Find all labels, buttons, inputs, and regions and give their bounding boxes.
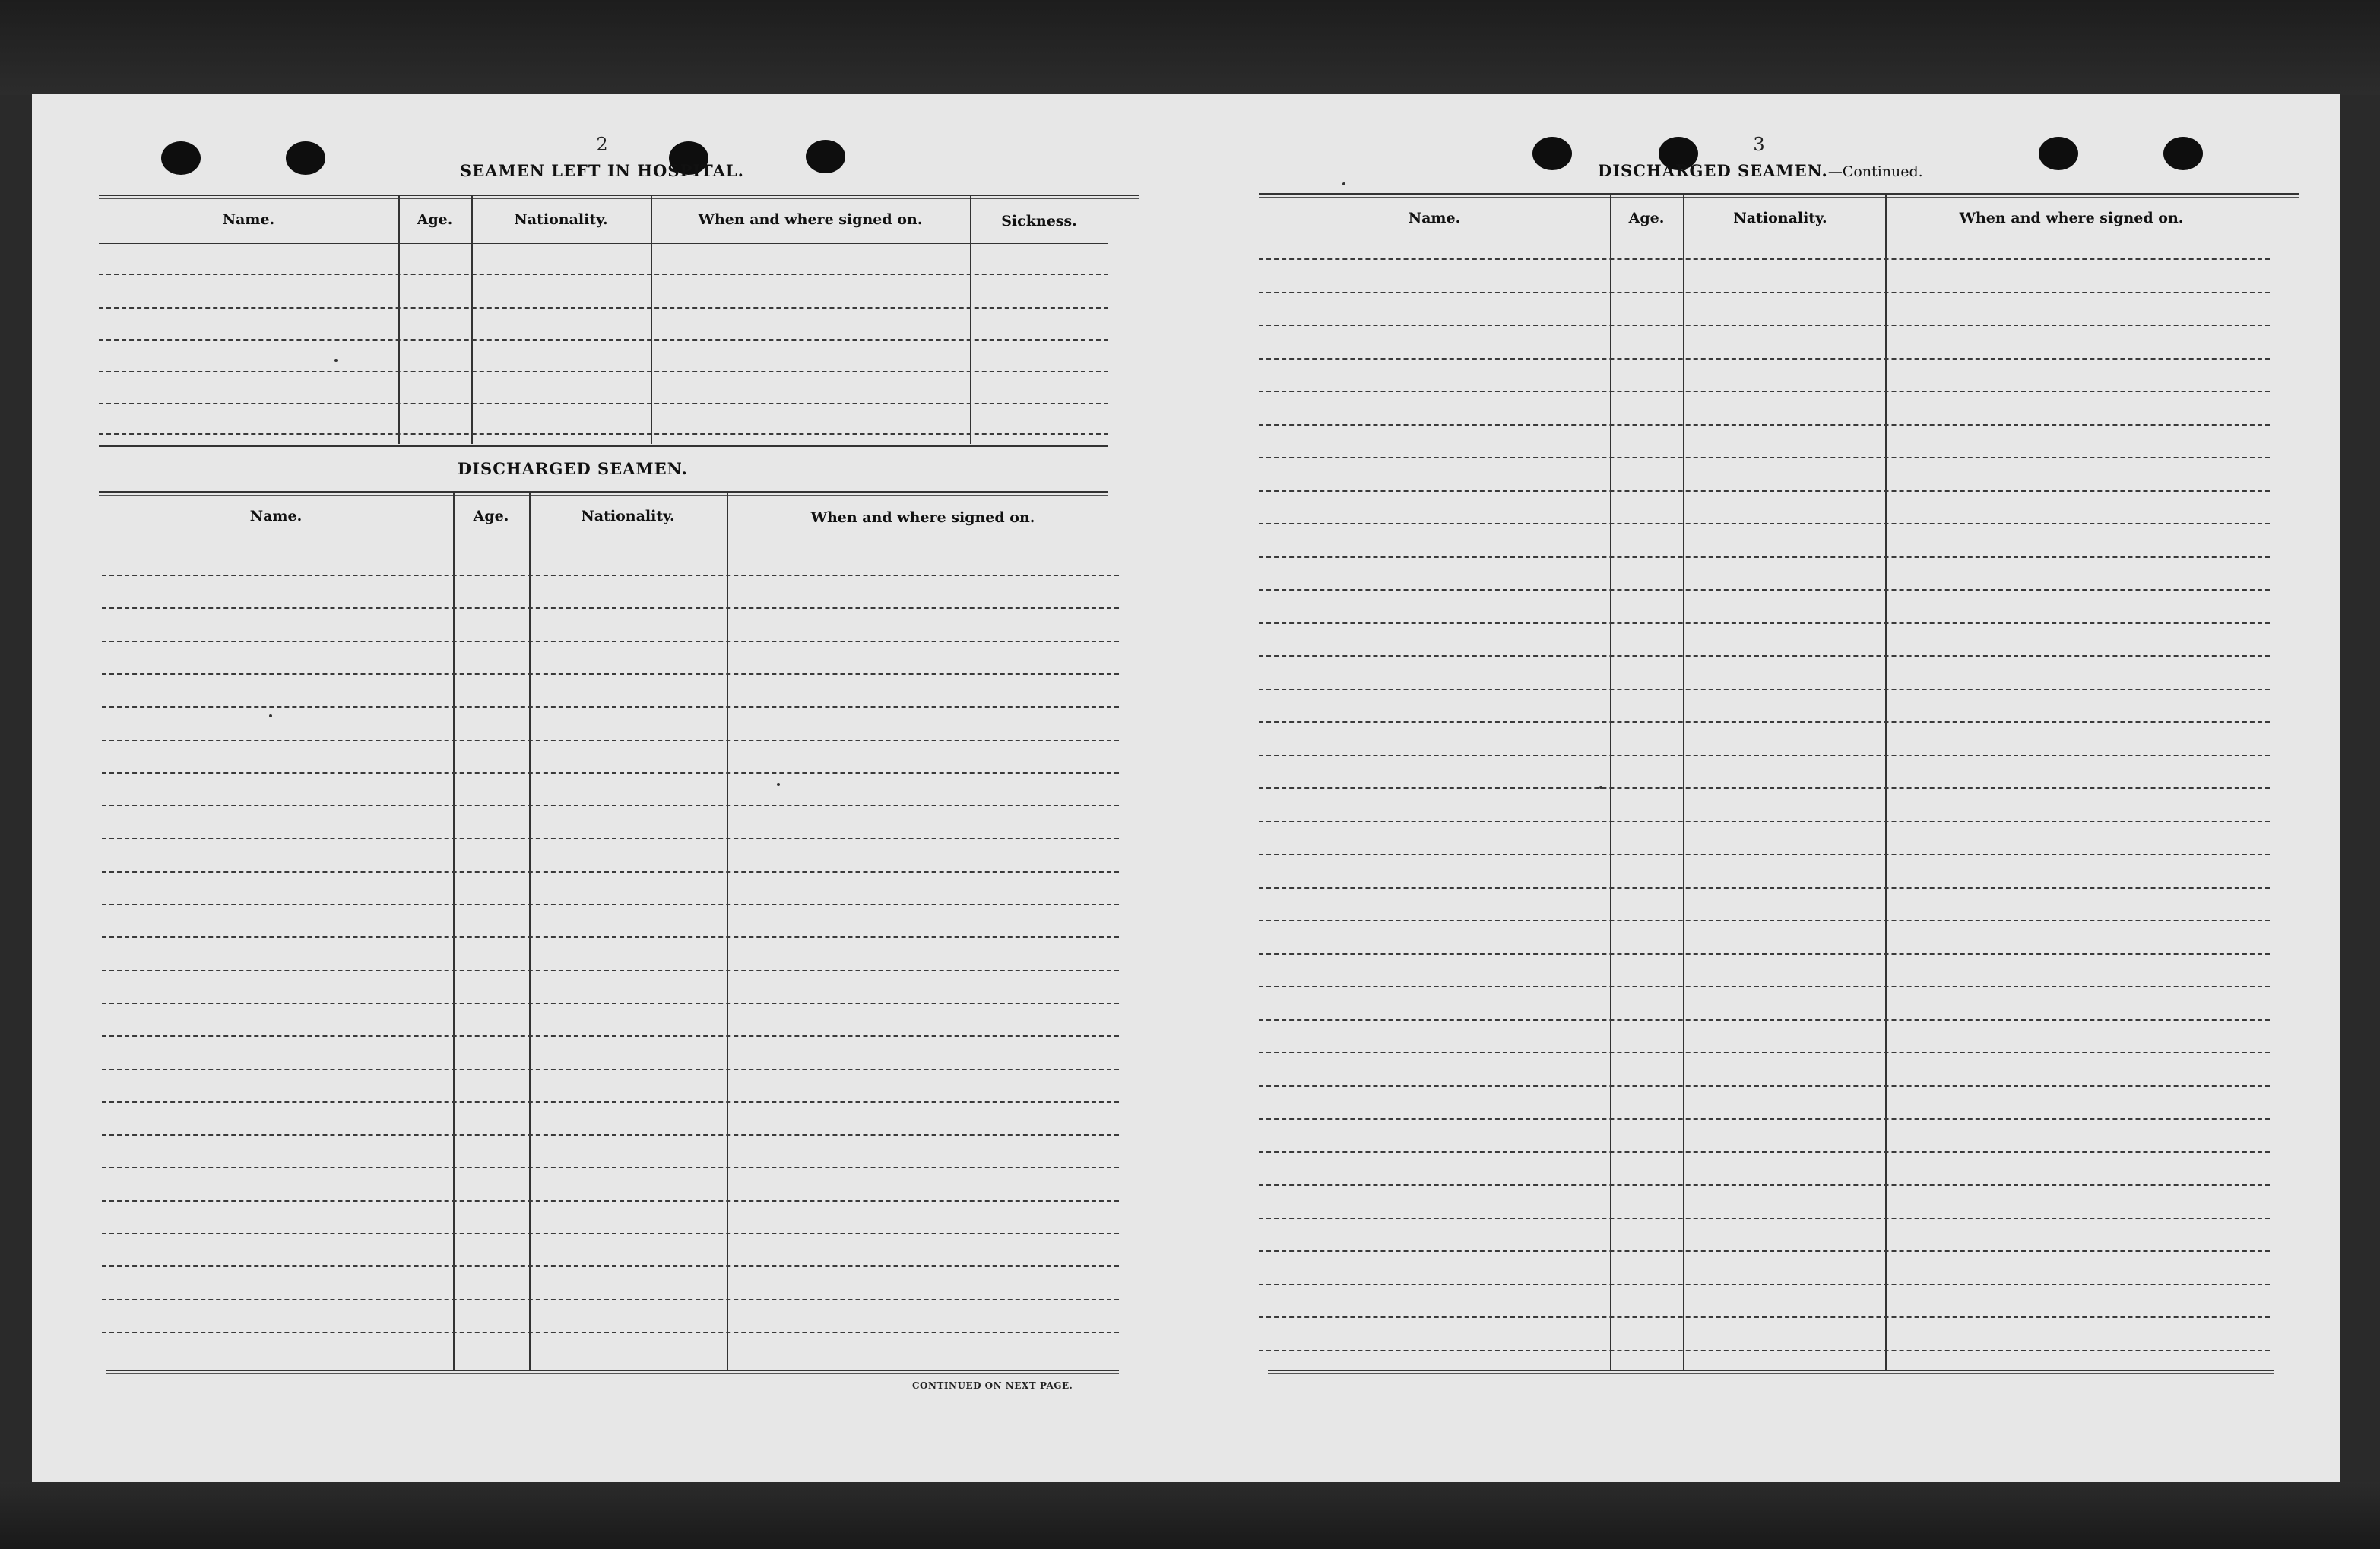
entry-row xyxy=(1259,787,2270,789)
entry-row xyxy=(1259,1085,2270,1087)
column-header-age: Age. xyxy=(1628,210,1665,226)
entry-row xyxy=(1259,854,2270,855)
entry-row xyxy=(1259,986,2270,987)
form-sheet xyxy=(32,94,2340,1482)
entry-row xyxy=(99,403,1108,404)
scan-speck xyxy=(1342,182,1345,185)
table-bottom-rule xyxy=(106,1370,1119,1371)
entry-row xyxy=(102,1167,1119,1168)
entry-row xyxy=(102,838,1119,839)
entry-row xyxy=(99,274,1108,275)
entry-row xyxy=(1259,1052,2270,1053)
entry-row xyxy=(102,575,1119,576)
entry-row xyxy=(102,1101,1119,1103)
entry-row xyxy=(99,433,1108,435)
entry-row xyxy=(102,904,1119,905)
entry-row xyxy=(1259,1350,2270,1351)
entry-row xyxy=(102,970,1119,971)
entry-row xyxy=(1259,457,2270,458)
table-top-rule xyxy=(1259,193,2299,195)
entry-row xyxy=(1259,424,2270,426)
column-divider xyxy=(1683,195,1684,1370)
entry-row xyxy=(1259,1184,2270,1186)
header-bottom-rule xyxy=(99,243,1108,244)
entry-row xyxy=(102,871,1119,873)
column-divider xyxy=(529,493,531,1370)
entry-row xyxy=(1259,1218,2270,1219)
column-header-when-where-signed-on: When and where signed on. xyxy=(810,509,1035,526)
entry-row xyxy=(99,371,1108,372)
column-divider xyxy=(471,196,473,444)
entry-row xyxy=(102,1069,1119,1070)
entry-row xyxy=(1259,1151,2270,1153)
entry-row xyxy=(1259,1250,2270,1252)
continued-note: CONTINUED ON NEXT PAGE. xyxy=(912,1380,1073,1391)
entry-row xyxy=(102,772,1119,774)
entry-row xyxy=(1259,1284,2270,1285)
entry-row xyxy=(1259,556,2270,558)
column-divider xyxy=(398,196,400,444)
section-title-discharged-seamen: DISCHARGED SEAMEN. xyxy=(458,459,688,478)
entry-row xyxy=(1259,523,2270,524)
scan-speck xyxy=(269,714,272,717)
punch-hole-icon xyxy=(806,140,845,173)
entry-row xyxy=(102,641,1119,642)
punch-hole-icon xyxy=(2039,137,2078,170)
entry-row xyxy=(1259,490,2270,492)
entry-row xyxy=(102,1332,1119,1333)
entry-row xyxy=(99,339,1108,341)
table-bottom-rule xyxy=(1268,1370,2274,1371)
column-divider xyxy=(453,493,455,1370)
punch-hole-icon xyxy=(286,141,325,175)
entry-row xyxy=(1259,1118,2270,1120)
entry-row xyxy=(102,1200,1119,1202)
punch-hole-icon xyxy=(2163,137,2203,170)
entry-row xyxy=(1259,887,2270,889)
scan-speck xyxy=(777,783,780,786)
column-header-when-where-signed-on: When and where signed on. xyxy=(698,211,923,228)
entry-row xyxy=(102,706,1119,708)
entry-row xyxy=(102,936,1119,938)
entry-row xyxy=(1259,953,2270,955)
page-number-right: 3 xyxy=(1753,134,1765,155)
entry-row xyxy=(1259,358,2270,360)
entry-row xyxy=(1259,292,2270,293)
entry-row xyxy=(1259,920,2270,921)
entry-row xyxy=(102,1299,1119,1300)
entry-row xyxy=(102,1134,1119,1136)
entry-row xyxy=(1259,1019,2270,1021)
entry-row xyxy=(99,307,1108,309)
section-title-discharged-continued xyxy=(1598,161,1923,180)
entry-row xyxy=(102,607,1119,609)
column-header-name: Name. xyxy=(1408,210,1461,226)
column-header-sickness: Sickness. xyxy=(1001,213,1077,230)
scan-background-top xyxy=(0,0,2380,95)
entry-row xyxy=(1259,755,2270,756)
table-top-rule xyxy=(99,195,1139,196)
section-title-seamen-left-in-hospital: SEAMEN LEFT IN HOSPITAL. xyxy=(460,161,744,180)
scan-background-bottom xyxy=(0,1482,2380,1549)
entry-row xyxy=(102,1233,1119,1234)
entry-row xyxy=(1259,258,2270,260)
table-top-rule xyxy=(99,491,1108,493)
entry-row xyxy=(102,1003,1119,1004)
column-header-nationality: Nationality. xyxy=(581,508,675,524)
column-header-age: Age. xyxy=(473,508,509,524)
entry-row xyxy=(1259,622,2270,624)
entry-row xyxy=(1259,1316,2270,1318)
entry-row xyxy=(102,673,1119,675)
entry-row xyxy=(1259,721,2270,723)
column-header-name: Name. xyxy=(249,508,303,524)
page-number-left: 2 xyxy=(596,134,608,155)
entry-row xyxy=(102,805,1119,806)
section-title-suffix: —Continued. xyxy=(1827,163,1923,180)
entry-row xyxy=(1259,655,2270,657)
punch-hole-icon xyxy=(1532,137,1572,170)
entry-row xyxy=(1259,821,2270,822)
entry-row xyxy=(102,1035,1119,1037)
section-title-text: DISCHARGED SEAMEN. xyxy=(1598,161,1828,180)
column-header-when-where-signed-on: When and where signed on. xyxy=(1959,210,2184,226)
column-header-nationality: Nationality. xyxy=(514,211,608,228)
column-header-name: Name. xyxy=(222,211,275,228)
entry-row xyxy=(1259,325,2270,326)
entry-row xyxy=(102,740,1119,741)
column-divider xyxy=(1610,195,1611,1370)
section-divider-rule xyxy=(99,445,1108,447)
entry-row xyxy=(102,1265,1119,1267)
column-header-age: Age. xyxy=(417,211,453,228)
column-divider xyxy=(727,493,728,1370)
column-header-nationality: Nationality. xyxy=(1733,210,1827,226)
column-divider xyxy=(970,196,971,444)
column-divider xyxy=(651,196,652,444)
column-divider xyxy=(1885,195,1887,1370)
entry-row xyxy=(1259,689,2270,690)
scan-speck xyxy=(334,359,338,362)
entry-row xyxy=(1259,391,2270,392)
punch-hole-icon xyxy=(161,141,201,175)
entry-row xyxy=(1259,589,2270,591)
